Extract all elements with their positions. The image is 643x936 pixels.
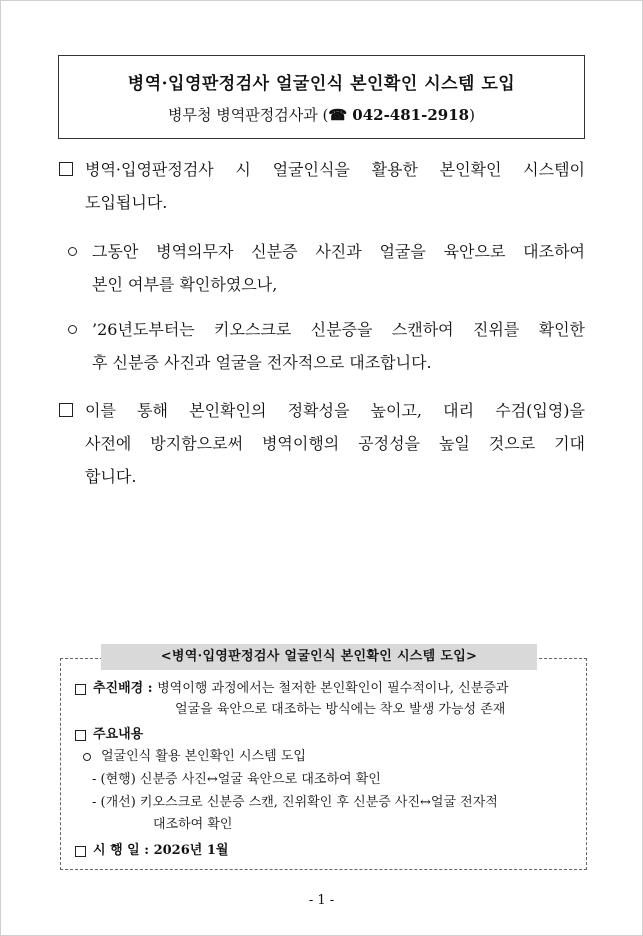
paragraph-2-line-2: 본인 여부를 확인하였으나, — [92, 275, 278, 294]
document-title: 병역·입영판정검사 얼굴인식 본인확인 시스템 도입 — [127, 74, 516, 94]
phone-number: 042-481-2918 — [347, 106, 470, 124]
square-bullet-icon — [59, 403, 73, 417]
paragraph-4-line-2: 사전에 방지함으로써 병역이행의 공정성을 높일 것으로 기대 — [85, 434, 585, 453]
date-line: 시 행 일 : 2026년 1월 — [93, 843, 229, 858]
background-text: 병역이행 과정에서는 철저한 본인확인이 필수적이나, 신분증과 — [157, 681, 509, 696]
title-box — [58, 55, 585, 139]
paragraph-4-line-3: 합니다. — [85, 467, 137, 486]
paragraph-3-line-2: 후 신분증 사진과 얼굴을 전자적으로 대조합니다. — [92, 353, 432, 372]
background-line-1: 추진배경 : 병역이행 과정에서는 철저한 본인확인이 필수적이나, 신분증과 — [93, 681, 509, 696]
circle-bullet-icon — [83, 753, 91, 761]
summary-title: <병역·입영판정검사 얼굴인식 본인확인 시스템 도입> — [101, 644, 537, 670]
close-paren: ) — [469, 106, 475, 124]
department-name: 병무청 병역판정검사과 ( — [168, 106, 329, 124]
phone-icon: ☎ — [328, 106, 348, 124]
content-label: 주요내용 — [93, 727, 144, 742]
square-bullet-icon — [75, 730, 86, 741]
paragraph-1-line-1: 병역·입영판정검사 시 얼굴인식을 활용한 본인확인 시스템이 — [85, 160, 585, 179]
page-number: - 1 - — [308, 893, 335, 908]
square-bullet-icon — [75, 846, 86, 857]
date-label: 시 행 일 — [93, 843, 140, 858]
square-bullet-icon — [59, 162, 73, 176]
department-contact — [59, 104, 584, 125]
improved-method-line-2: 대조하여 확인 — [153, 817, 233, 832]
current-method: - (현행) 신분증 사진↔얼굴 육안으로 대조하여 확인 — [92, 772, 381, 787]
paragraph-4-line-1: 이를 통해 본인확인의 정확성을 높이고, 대리 수검(입영)을 — [85, 401, 585, 420]
date-value: 2026년 1월 — [153, 843, 229, 858]
content-item: 얼굴인식 활용 본인확인 시스템 도입 — [101, 749, 306, 764]
circle-bullet-icon — [68, 325, 77, 334]
paragraph-3-line-1: ’26년도부터는 키오스크로 신분증을 스캔하여 진위를 확인한 — [92, 320, 585, 339]
background-line-2: 얼굴을 육안으로 대조하는 방식에는 착오 발생 가능성 존재 — [175, 702, 506, 717]
circle-bullet-icon — [68, 247, 77, 256]
square-bullet-icon — [75, 684, 86, 695]
improved-method-line-1: - (개선) 키오스크로 신분증 스캔, 진위확인 후 신분증 사진↔얼굴 전자적 — [92, 795, 498, 810]
background-label: 추진배경 — [93, 681, 144, 696]
paragraph-1-line-2: 도입됩니다. — [85, 193, 168, 212]
paragraph-2-line-1: 그동안 병역의무자 신분증 사진과 얼굴을 육안으로 대조하여 — [92, 242, 585, 261]
